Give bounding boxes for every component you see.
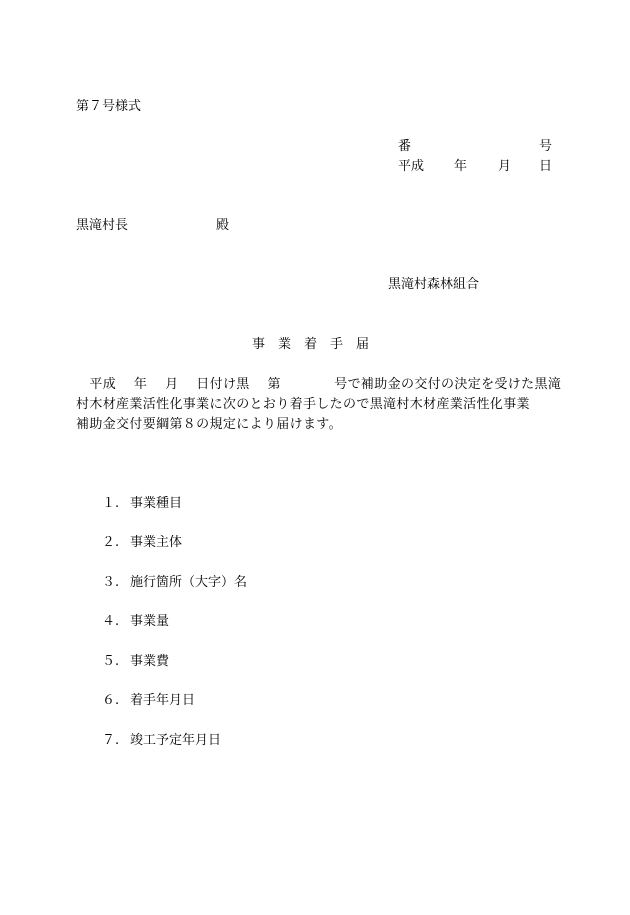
item-label: 竣工予定年月日: [130, 733, 222, 748]
document-title: 事 業 着 手 届: [252, 337, 370, 352]
item-label: 事業費: [130, 654, 170, 669]
list-item: [102, 535, 182, 551]
item-label: 事業量: [130, 614, 170, 629]
date-era: 平成: [398, 159, 425, 174]
list-item: [102, 496, 182, 512]
body-text: [76, 375, 562, 435]
list-item: [102, 733, 221, 749]
item-label: 事業主体: [130, 535, 183, 550]
number-label: 番: [398, 139, 412, 154]
item-label: 着手年月日: [130, 693, 196, 708]
body-line: 村木材産業活性化事業に次のとおり着手したので黒滝村木材産業活性化事業: [76, 397, 530, 412]
body-line: 補助金交付要綱第８の規定により届けます。: [76, 417, 342, 432]
item-number: ３.: [102, 575, 120, 590]
item-label: 施行箇所（大字）名: [130, 575, 248, 590]
form-number: 第７号様式: [76, 99, 142, 114]
recipient-name: 黒滝村長: [76, 218, 129, 233]
item-number: １.: [102, 496, 120, 511]
item-number: ６.: [102, 693, 120, 708]
date-month: 月: [498, 159, 512, 174]
item-number: ７.: [102, 733, 120, 748]
date-year: 年: [454, 159, 468, 174]
recipient-honorific: 殿: [216, 218, 230, 233]
item-number: ５.: [102, 654, 120, 669]
list-item: [102, 693, 195, 709]
item-number: ２.: [102, 535, 120, 550]
list-item: [102, 654, 169, 670]
date-day: 日: [539, 159, 553, 174]
body-line: 平成 年 月 日付け黒 第 号で補助金の交付の決定を受けた黒滝: [76, 377, 562, 392]
number-suffix: 号: [539, 139, 553, 154]
sender-name: 黒滝村森林組合: [388, 277, 480, 292]
item-number: ４.: [102, 614, 120, 629]
list-item: [102, 614, 169, 630]
item-label: 事業種目: [130, 496, 183, 511]
list-item: [102, 575, 247, 591]
